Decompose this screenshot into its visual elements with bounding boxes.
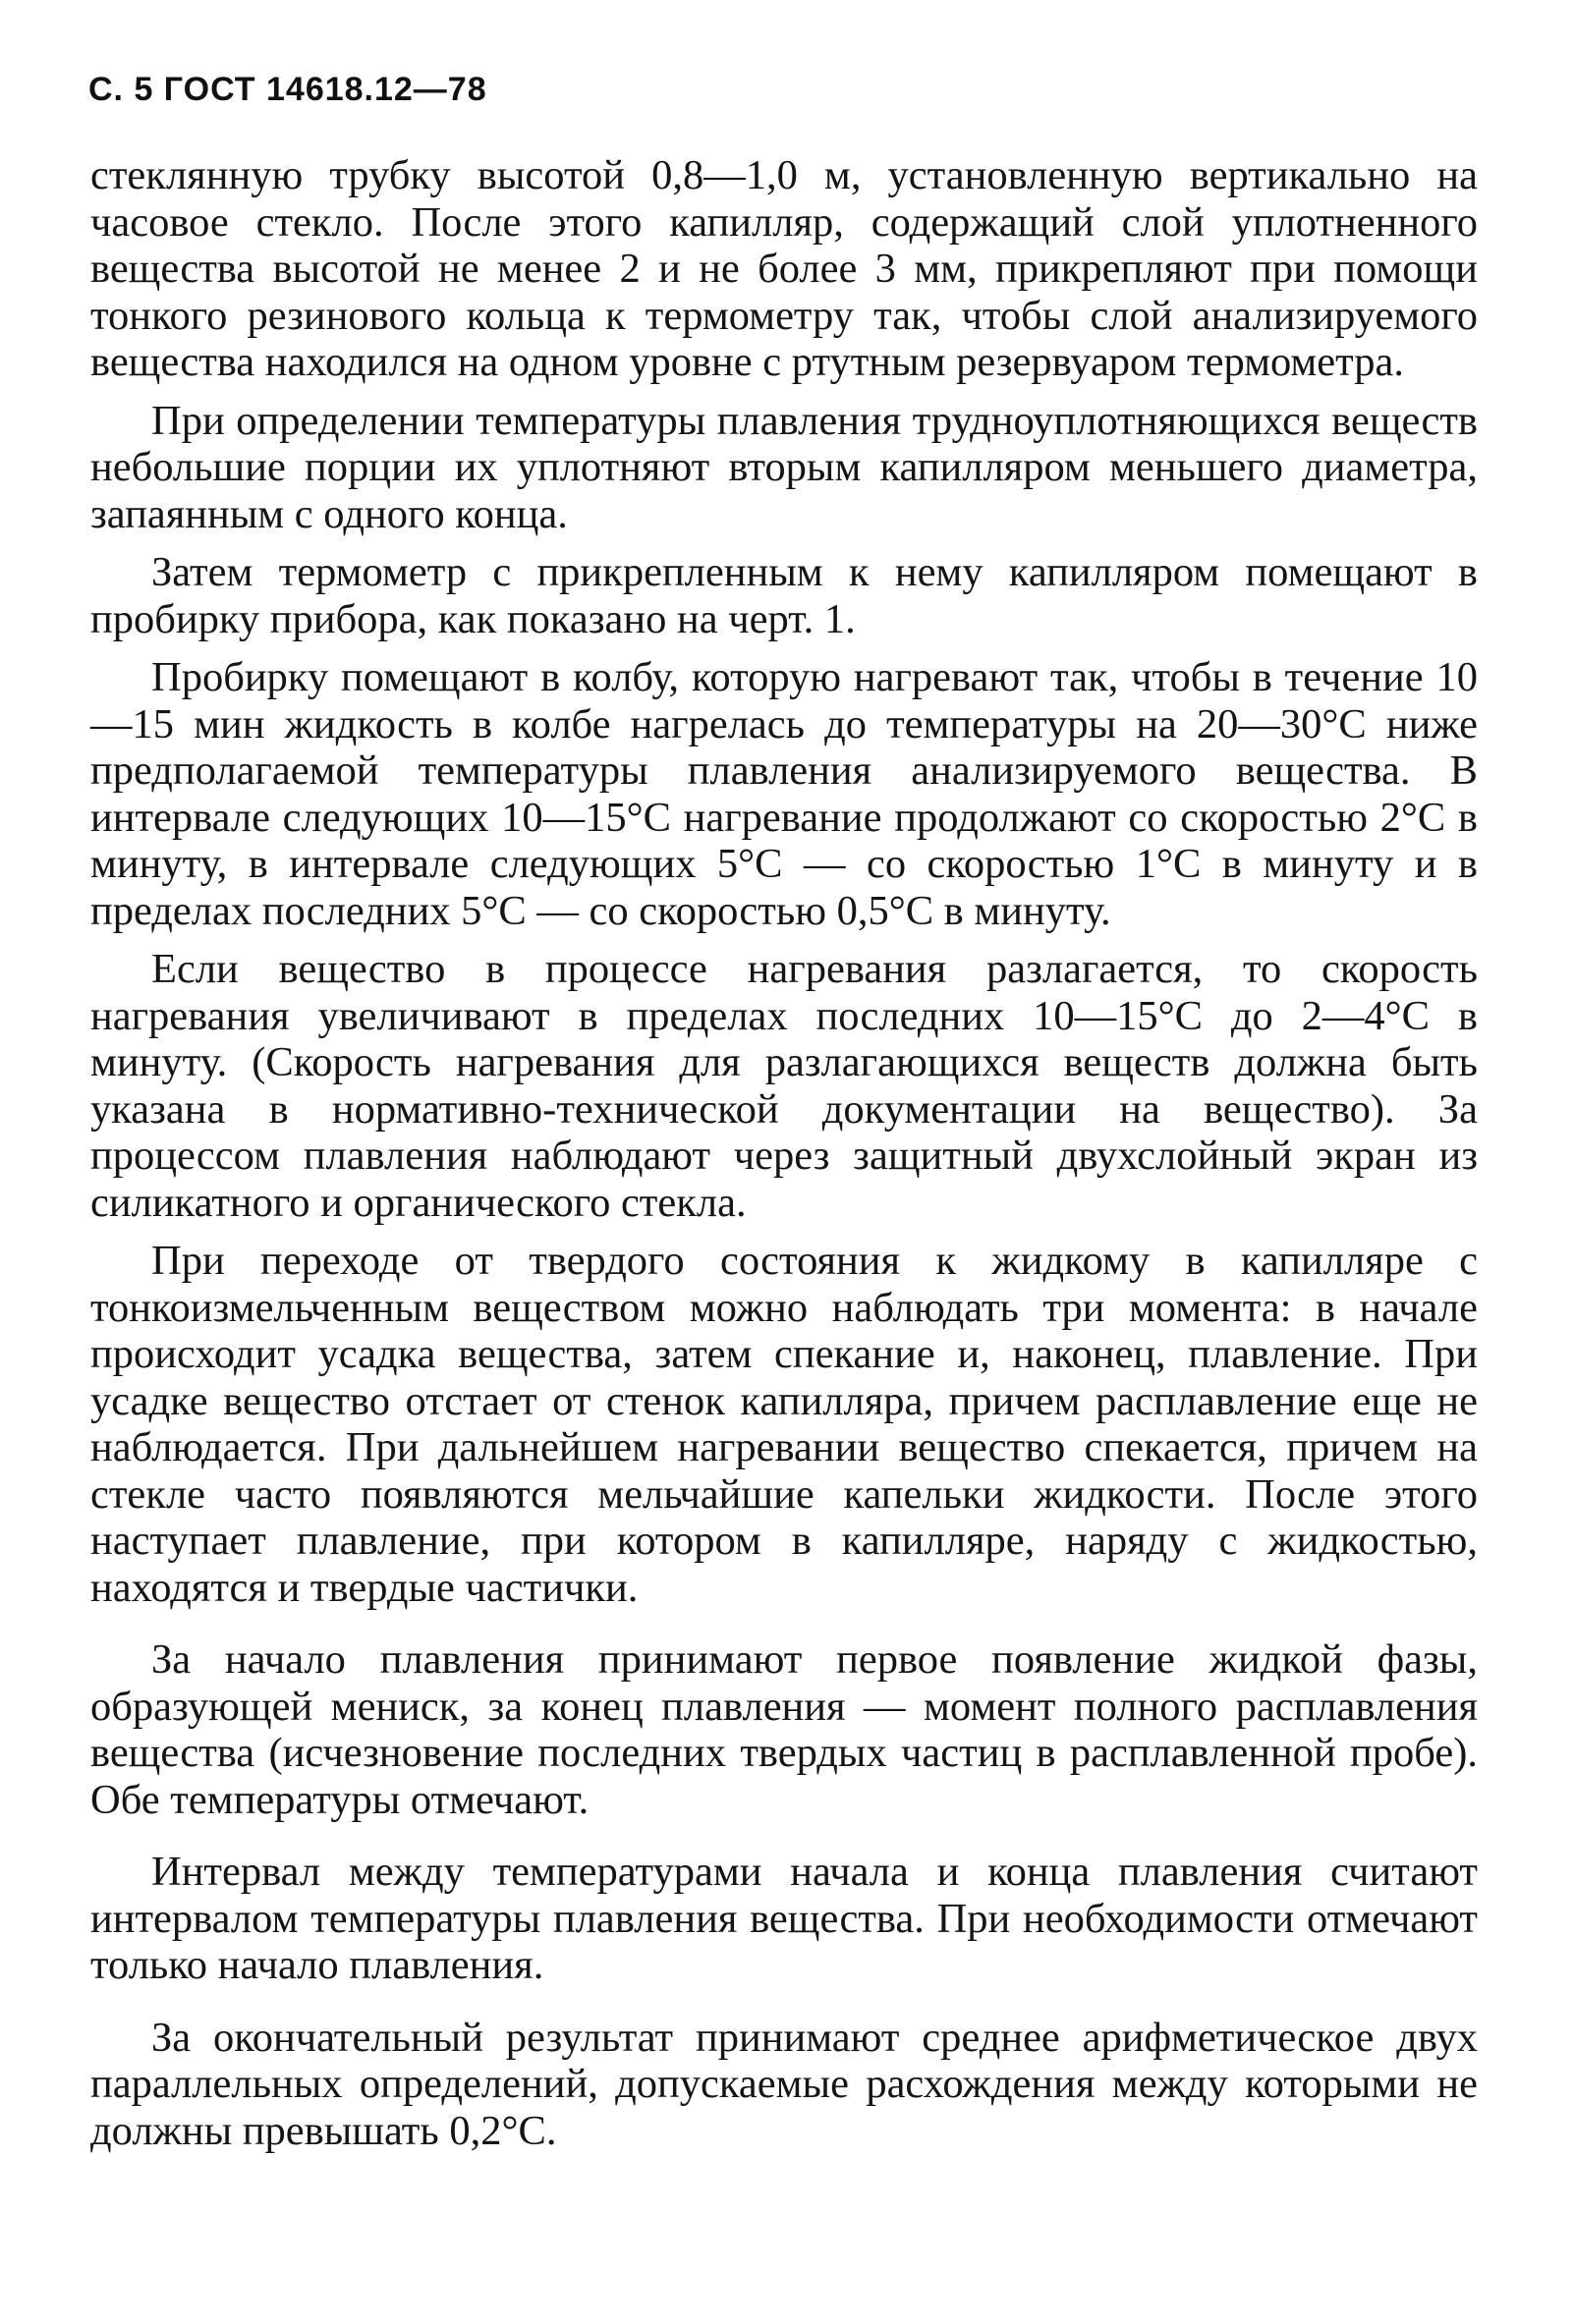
- paragraph-3: Затем термометр с прикрепленным к нему капилляром помещают в пробирку прибора, как показано на черт. 1.: [90, 549, 1478, 642]
- paragraph-9: За окончательный результат принимают среднее арифметическое двух параллельных определений, допускаемые расхождения между которыми не должны превышать 0,2°С.: [90, 2014, 1478, 2154]
- page-header: С. 5 ГОСТ 14618.12—78: [88, 71, 487, 108]
- paragraph-1: стеклянную трубку высотой 0,8—1,0 м, установленную вертикально на часовое стекло. После этого капилляр, содержащий слой уплотненного вещества высотой не менее 2 и не более 3 мм, прикрепляют при помощи тонкого резинового кольца к термометру так, чтобы слой анализируемого вещества находился на одном уровне с ртутным резервуаром термометра.: [90, 152, 1478, 385]
- paragraph-6: При переходе от твердого состояния к жидкому в капилляре с тонкоизмельченным веществом можно наблюдать три момента: в начале происходит усадка вещества, затем спекание и, наконец, плавление. При усадке вещество отстает от стенок капилляра, причем расплавление еще не наблюдается. При дальнейшем нагревании вещество спекается, причем на стекле часто появляются мельчайшие капельки жидкости. После этого наступает плавление, при котором в капилляре, наряду с жидкостью, находятся и твердые частички.: [90, 1238, 1478, 1611]
- paragraph-5: Если вещество в процессе нагревания разлагается, то скорость нагревания увеличивают в пределах последних 10—15°С до 2—4°С в минуту. (Скорость нагревания для разлагающихся веществ должна быть указана в нормативно-технической документации на вещество). За процессом плавления наблюдают через защитный двухслойный экран из силикатного и органического стекла.: [90, 946, 1478, 1226]
- paragraph-7: За начало плавления принимают первое появление жидкой фазы, образующей мениск, за конец плавления — момент полного расплавления вещества (исчезновение последних твердых частиц в расплавленной пробе). Обе температуры отмечают.: [90, 1636, 1478, 1823]
- paragraph-2: При определении температуры плавления трудноуплотняющихся веществ небольшие порции их уплотняют вторым капилляром меньшего диаметра, запаянным с одного конца.: [90, 397, 1478, 537]
- paragraph-4: Пробирку помещают в колбу, которую нагревают так, чтобы в течение 10—15 мин жидкость в колбе нагрелась до температуры на 20—30°С ниже предполагаемой температуры плавления анализируемого вещества. В интервале следующих 10—15°С нагревание продолжают со скоростью 2°С в минуту, в интервале следующих 5°С — со скоростью 1°С в минуту и в пределах последних 5°С — со скоростью 0,5°С в минуту.: [90, 654, 1478, 934]
- paragraph-8: Интервал между температурами начала и конца плавления считают интервалом температуры плавления вещества. При необходимости отмечают только начало плавления.: [90, 1849, 1478, 1988]
- body-text: [90, 152, 1478, 2166]
